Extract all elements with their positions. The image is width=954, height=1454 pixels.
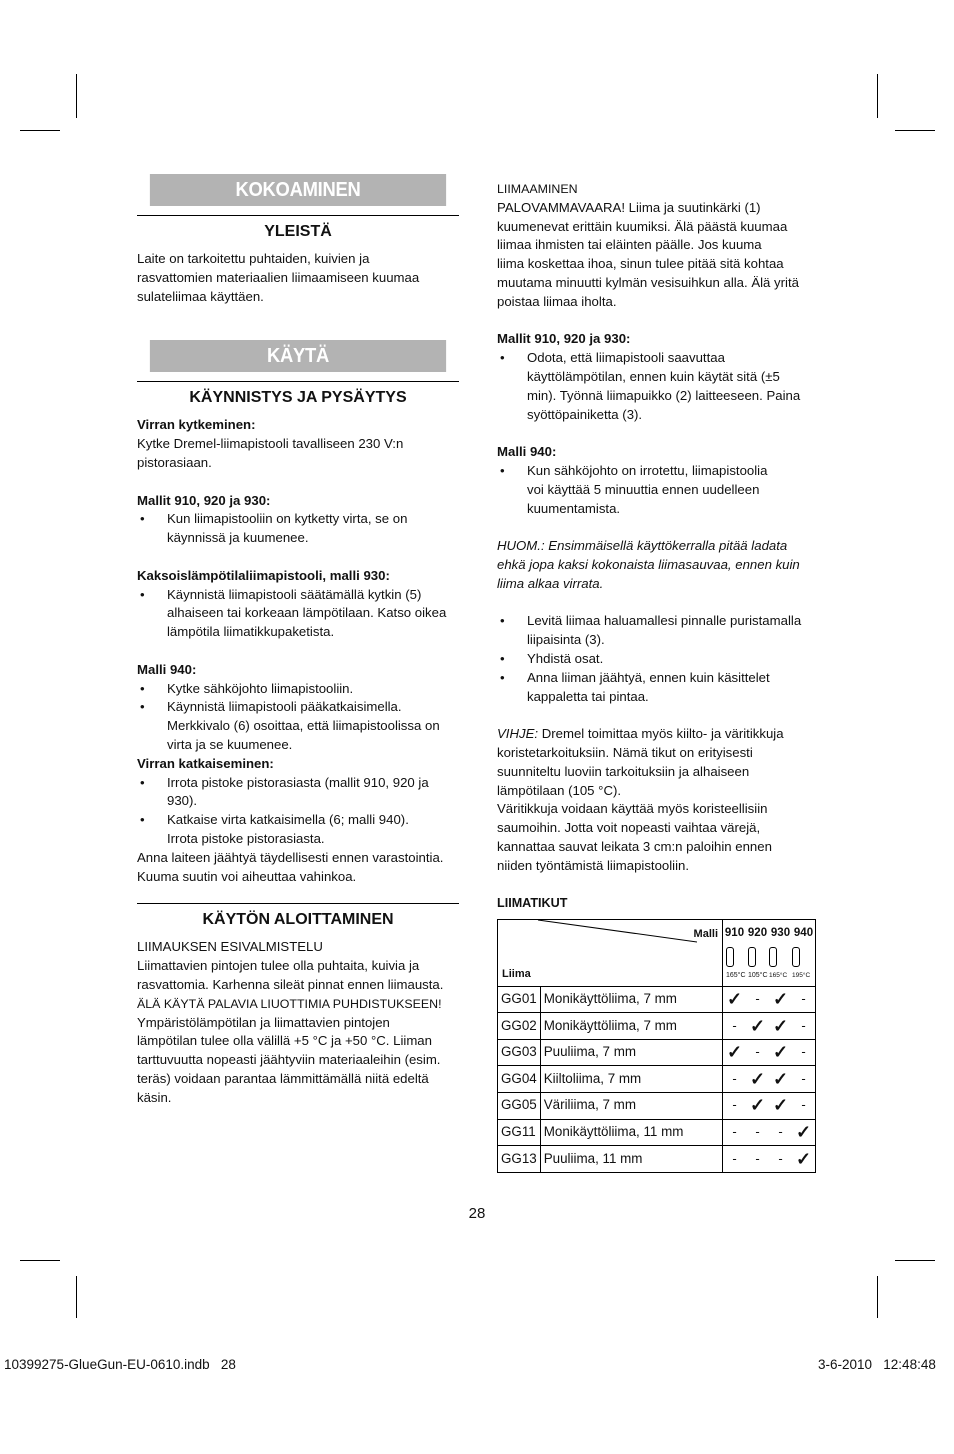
list-item: • Käynnistä liimapistooli pääkatkaisimella. Merkkivalo (6) osoittaa, että liimapistoolissa on virta ja se kuumenee. bbox=[140, 699, 440, 752]
table-row bbox=[498, 1093, 816, 1120]
liima-label: Liima bbox=[502, 967, 531, 980]
list-item: • Katkaise virta katkaisimella (6; malli 940). Irrota pistoke pistorasiasta. bbox=[140, 812, 409, 846]
crop-mark bbox=[895, 130, 935, 131]
subheading-mallit: Mallit 910, 920 ja 930: bbox=[497, 331, 631, 347]
thermometer-icon bbox=[748, 947, 756, 967]
section-band-kokoaminen: KOKOAMINEN bbox=[150, 174, 446, 206]
list-item: • Irrota pistoke pistorasiasta (mallit 910, 920 ja 930). bbox=[140, 774, 429, 809]
glue-name: Väriliima, 7 mm bbox=[540, 1093, 722, 1120]
liimaaminen-text: LIIMAAMINEN PALOVAMMAVAARA! Liima ja suutinkärki (1) kuumenevat erittäin kuumiksi. Älä päästä kuumaa liimaa ihmisten tai eläinten päälle. Jos kuuma liima koskettaa ihoa, sinun tulee pitää sitä kohtaa muutama minuutti kylmän vesisuihkun alla. Älä yritä poistaa liimaa iholta. bbox=[497, 182, 799, 309]
yleista-text: Laite on tarkoitettu puhtaiden, kuivien ja rasvattomien materiaalien liimaamiseen kuumaa sulateliimaa käyttäen. bbox=[137, 251, 420, 304]
list-item: • Kun sähköjohto on irrotettu, liimapistoolia voi käyttää 5 minuuttia ennen uudelleen kuumentamista. bbox=[500, 462, 768, 516]
dash-mark: - bbox=[746, 1119, 769, 1146]
thermometer-icon bbox=[792, 947, 800, 967]
list-item: • Kun liimapistooliin on kytketty virta, se on käynnissä ja kuumenee. bbox=[140, 511, 408, 546]
model-910: 910 165°C bbox=[723, 920, 747, 987]
subheading-liimatikut: LIIMATIKUT bbox=[497, 896, 568, 911]
footer-date: 3-6-2010 12:48:48 bbox=[818, 1357, 936, 1372]
glue-name: Monikäyttöliima, 7 mm bbox=[540, 1013, 722, 1040]
model-930: 930 165°C bbox=[769, 920, 792, 987]
checkmark-icon: ✓ bbox=[723, 986, 747, 1013]
glue-code: GG04 bbox=[498, 1066, 541, 1093]
checkmark-icon: ✓ bbox=[746, 1093, 769, 1120]
thermometer-icon bbox=[726, 947, 734, 967]
checkmark-icon: ✓ bbox=[769, 1039, 792, 1066]
glue-name: Puuliima, 7 mm bbox=[540, 1039, 722, 1066]
dash-mark: - bbox=[792, 1039, 816, 1066]
heading-kaynnistys: KÄYNNISTYS JA PYSÄYTYS bbox=[137, 381, 459, 412]
vihje-text: VIHJE: Dremel toimittaa myös kiilto- ja väritikkuja koristetarkoituksiin. Nämä tikut on erityisesti suunniteltu luoviin tarkoituksiin ja alhaiseen lämpötilaan (105 °C). Väritikkuja voidaan käyttää myös koristeellisiin saumoihin. Jotta voit nopeasti vaihtaa värejä, kannattaa sauvat leikata 3 cm:n paloihin ennen niiden työntämistä liimapistooliin. bbox=[497, 726, 784, 873]
glue-name: Monikäyttöliima, 11 mm bbox=[540, 1119, 722, 1146]
subheading-kaksois: Kaksoislämpötilaliimapistooli, malli 930: bbox=[137, 567, 390, 583]
list-item: • Odota, että liimapistooli saavuttaa käyttölämpötilan, ennen kuin käytät sitä (±5 min). Työnnä liimapuikko (2) laitteeseen. Paina syöttöpainiketta (3). bbox=[500, 350, 801, 422]
dash-mark: - bbox=[746, 1146, 769, 1173]
dash-mark: - bbox=[723, 1066, 747, 1093]
list-item: • Anna liiman jäähtyä, ennen kuin käsittelet kappaletta tai pintaa. bbox=[500, 669, 770, 704]
dash-mark: - bbox=[792, 1093, 816, 1120]
dash-mark: - bbox=[769, 1119, 792, 1146]
crop-mark bbox=[877, 74, 878, 118]
checkmark-icon: ✓ bbox=[769, 1013, 792, 1040]
model-940: 940 195°C bbox=[792, 920, 816, 987]
dash-mark: - bbox=[746, 1039, 769, 1066]
checkmark-icon: ✓ bbox=[746, 1013, 769, 1040]
glue-code: GG02 bbox=[498, 1013, 541, 1040]
crop-mark bbox=[877, 1276, 878, 1318]
crop-mark bbox=[20, 1260, 60, 1261]
dash-mark: - bbox=[723, 1146, 747, 1173]
glue-code: GG11 bbox=[498, 1119, 541, 1146]
list-item: • Käynnistä liimapistooli säätämällä kytkin (5) alhaiseen tai korkeaan lämpötilaan. Katso oikea lämpötila liimatikkupaketista. bbox=[140, 586, 447, 640]
malli-label: Malli bbox=[693, 928, 718, 941]
heading-yleista: YLEISTÄ bbox=[137, 215, 459, 246]
glue-name: Kiiltoliima, 7 mm bbox=[540, 1066, 722, 1093]
checkmark-icon: ✓ bbox=[769, 1066, 792, 1093]
glue-name: Puuliima, 11 mm bbox=[540, 1146, 722, 1173]
subheading-mallit: Mallit 910, 920 ja 930: bbox=[137, 492, 271, 508]
subheading-virran-kytkeminen: Virran kytkeminen: bbox=[137, 417, 256, 433]
table-header-row bbox=[498, 920, 816, 987]
page-number: 28 bbox=[468, 1205, 486, 1222]
dash-mark: - bbox=[792, 1013, 816, 1040]
thermometer-icon bbox=[769, 947, 777, 967]
subheading-malli-940: Malli 940: bbox=[497, 444, 557, 460]
crop-mark bbox=[20, 130, 60, 131]
checkmark-icon: ✓ bbox=[723, 1039, 747, 1066]
table-row bbox=[498, 1146, 816, 1173]
table-row bbox=[498, 1013, 816, 1040]
dash-mark: - bbox=[746, 986, 769, 1013]
checkmark-icon: ✓ bbox=[792, 1119, 816, 1146]
list-item: • Yhdistä osat. bbox=[500, 650, 604, 666]
table-row bbox=[498, 1039, 816, 1066]
dash-mark: - bbox=[792, 986, 816, 1013]
dash-mark: - bbox=[723, 1093, 747, 1120]
glue-code: GG05 bbox=[498, 1093, 541, 1120]
heading-kayton-aloittaminen: KÄYTÖN ALOITTAMINEN bbox=[137, 903, 459, 934]
checkmark-icon: ✓ bbox=[746, 1066, 769, 1093]
crop-mark bbox=[76, 1276, 77, 1318]
table-row bbox=[498, 1066, 816, 1093]
crop-mark bbox=[76, 74, 77, 118]
left-column: KOKOAMINEN YLEISTÄ Laite on tarkoitettu puhtaiden, kuivien ja rasvattomien materiaalien liimaamiseen kuumaa sulateliimaa käyttäen. KÄYTÄ KÄYNNISTYS JA PYSÄYTYS Virran kytkeminen: Kytke Dremel-liimapistooli tavalliseen 230 V:n pistorasiaan. Mallit 910, 920 ja 930: • Kun liimapistooliin on kytketty virta, se on käynnissä ja kuumenee. Kaksoislämpötilaliimapistooli, malli 930: • Käynnistä liimapistooli säätämällä kytkin (5) alhaiseen tai korkeaan lämpötilaan. Katso oikea lämpötila liimatikkupaketista. Malli 940: • Kytke sähköjohto liimapistooliin. • Käynnistä liimapistooli pääkatkaisimella. Merkkivalo (6) osoittaa, että liimapistoolissa on virta ja se kuumenee. Virran katkaiseminen: • Irrota pistoke pistorasiasta (mallit 910, 920 ja 930). • Katkaise virta katkaisimella (6; malli 940). Irrota pistoke pistorasiasta. Anna laiteen jäähtyä täydellisesti ennen varastointia. Kuuma suutin voi aiheuttaa vahinkoa. KÄYTÖN ALOITTAMINEN LIIMAUKSEN ESIVALMISTELU Liimattavien pintojen tulee olla puhtaita, kuivia ja rasvattomia. Karhenna sileät pinnat ennen liimausta. ÄLÄ KÄYTÄ PALAVIA LIUOTTIMIA PUHDISTUKSEEN! Ympäristölämpötilan ja liimattavien pintojen lämpötilan tulee olla välillä +5 °C ja +50 °C. Liiman tarttuvuutta nopeasti jäähtyviin materiaaleihin (esim. teräs) voidaan parantaa lämmittämällä niitä edeltä käsin. bbox=[137, 174, 459, 1107]
checkmark-icon: ✓ bbox=[769, 986, 792, 1013]
dash-mark: - bbox=[792, 1066, 816, 1093]
huom-note: HUOM.: Ensimmäisellä käyttökerralla pitää ladata ehkä jopa kaksi kokonaista liimasauvaa, ennen kuin liima alkaa virrata. bbox=[497, 538, 800, 591]
glue-stick-table bbox=[497, 919, 816, 1173]
dash-mark: - bbox=[769, 1146, 792, 1173]
glue-name: Monikäyttöliima, 7 mm bbox=[540, 986, 722, 1013]
glue-code: GG13 bbox=[498, 1146, 541, 1173]
subheading-virran-katkaiseminen: Virran katkaiseminen: bbox=[137, 755, 274, 771]
list-item: • Levitä liimaa haluamallesi pinnalle puristamalla liipaisinta (3). bbox=[500, 613, 802, 648]
dash-mark: - bbox=[723, 1119, 747, 1146]
section-band-kayta: KÄYTÄ bbox=[150, 340, 446, 372]
list-item: • Kytke sähköjohto liimapistooliin. bbox=[140, 680, 354, 696]
table-row bbox=[498, 986, 816, 1013]
glue-code: GG01 bbox=[498, 986, 541, 1013]
model-920: 920 105°C bbox=[746, 920, 769, 987]
header-diagonal-cell bbox=[498, 920, 723, 987]
footer-file: 10399275-GlueGun-EU-0610.indb 28 bbox=[4, 1357, 236, 1372]
table-row bbox=[498, 1119, 816, 1146]
esivalmistelu-text: LIIMAUKSEN ESIVALMISTELU Liimattavien pintojen tulee olla puhtaita, kuivia ja rasvattomia. Karhenna sileät pinnat ennen liimausta. ÄLÄ KÄYTÄ PALAVIA LIUOTTIMIA PUHDISTUKSEEN! Ympäristölämpötilan ja liimattavien pintojen lämpötilan tulee olla välillä +5 °C ja +50 °C. Liiman tarttuvuutta nopeasti jäähtyviin materiaaleihin (esim. teräs) voidaan parantaa lämmittämällä niitä edeltä käsin. bbox=[137, 939, 444, 1105]
subheading-malli-940: Malli 940: bbox=[137, 661, 197, 677]
glue-code: GG03 bbox=[498, 1039, 541, 1066]
dash-mark: - bbox=[723, 1013, 747, 1040]
crop-mark bbox=[895, 1260, 935, 1261]
checkmark-icon: ✓ bbox=[769, 1093, 792, 1120]
right-column bbox=[497, 180, 819, 1173]
checkmark-icon: ✓ bbox=[792, 1146, 816, 1173]
